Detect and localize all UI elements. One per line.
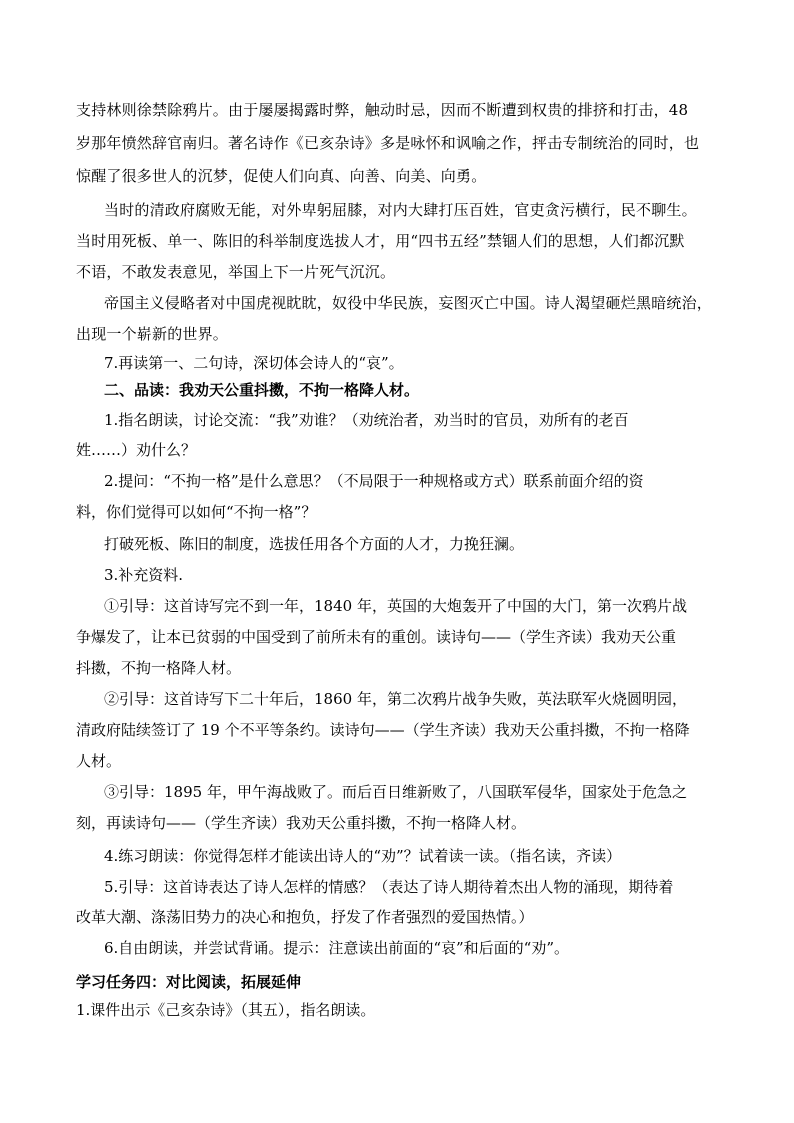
task-4-heading: 学习任务四：对比阅读，拓展延伸 (76, 973, 302, 991)
guide-2-line2: 清政府陆续签订了 19 个不平等条约。读诗句——（学生齐读）我劝天公重抖擞，不拘一格降 (76, 721, 690, 739)
guide-1-line1: ①引导：这首诗写完不到一年，1840 年，英国的大炮轰开了中国的大门，第一次鸦片战 (104, 597, 687, 615)
intro-p1-line1: 支持林则徐禁除鸦片。由于屡屡揭露时弊，触动时忌，因而不断遭到权贵的排挤和打击，48 (76, 101, 689, 119)
intro-p1-line2: 岁那年愤然辞官南归。著名诗作《已亥杂诗》多是咏怀和讽喻之作，抨击专制统治的同时，也 (76, 134, 700, 152)
intro-p2-line1: 当时的清政府腐败无能，对外卑躬屈膝，对内大肆打压百姓，官吏贪污横行，民不聊生。 (104, 201, 697, 219)
item-5-line2: 改革大潮、涤荡旧势力的决心和抱负，抒发了作者强烈的爱国热情。） (76, 908, 534, 926)
intro-p2-line3: 不语，不敢发表意见，举国上下一片死气沉沉。 (76, 263, 396, 281)
guide-3-line2: 刻，再读诗句——（学生齐读）我劝天公重抖擞，不拘一格降人材。 (76, 814, 527, 832)
guide-3-line1: ③引导：1895 年，甲午海战败了。而后百日维新败了，八国联军侵华，国家处于危急之 (104, 783, 687, 801)
item-4: 4.练习朗读：你觉得怎样才能读出诗人的“劝”？试着读一读。（指名读，齐读） (104, 847, 622, 865)
item-3: 3.补充资料. (104, 566, 184, 584)
step-7: 7.再读第一、二句诗，深切体会诗人的“哀”。 (104, 354, 404, 372)
guide-1-line3: 抖擞，不拘一格降人材。 (76, 659, 242, 677)
section-2-heading: 二、品读：我劝天公重抖擞，不拘一格降人材。 (104, 381, 420, 399)
item-1-line1: 1.指名朗读，讨论交流：“我”劝谁？（劝统治者，劝当时的官员，劝所有的老百 (104, 411, 629, 429)
guide-2-line3: 人材。 (76, 752, 122, 770)
intro-p1-line3: 惊醒了很多世人的沉梦，促使人们向真、向善、向美、向勇。 (76, 167, 487, 185)
item-6: 6.自由朗读，并尝试背诵。提示：注意读出前面的“哀”和后面的“劝”。 (104, 939, 569, 957)
item-2-answer: 打破死板、陈旧的制度，选拔任用各个方面的人才，力挽狂澜。 (104, 535, 525, 553)
intro-p3-line2: 出现一个崭新的世界。 (76, 325, 229, 343)
item-2-line1: 2.提问：“不拘一格”是什么意思？（不局限于一种规格或方式）联系前面介绍的资 (104, 472, 644, 490)
guide-1-line2: 争爆发了，让本已贫弱的中国受到了前所未有的重创。读诗句——（学生齐读）我劝天公重 (76, 628, 677, 646)
item-1-line2: 姓……）劝什么？ (76, 441, 197, 459)
intro-p2-line2: 当时用死板、单一、陈旧的科举制度选拔人才，用“四书五经”禁锢人们的思想，人们都沉默 (76, 232, 685, 250)
intro-p3-line1: 帝国主义侵略者对中国虎视眈眈，奴役中华民族，妄图灭亡中国。诗人渴望砸烂黑暗统治， (104, 294, 713, 312)
item-5-line1: 5.引导：这首诗表达了诗人怎样的情感？（表达了诗人期待着杰出人物的涌现，期待着 (104, 878, 674, 896)
item-2-line2: 料，你们觉得可以如何“不拘一格”？ (76, 503, 317, 521)
task-4-item-1: 1.课件出示《己亥杂诗》（其五），指名朗读。 (76, 1001, 376, 1019)
guide-2-line1: ②引导：这首诗写下二十年后，1860 年，第二次鸦片战争失败，英法联军火烧圆明园， (104, 690, 687, 708)
